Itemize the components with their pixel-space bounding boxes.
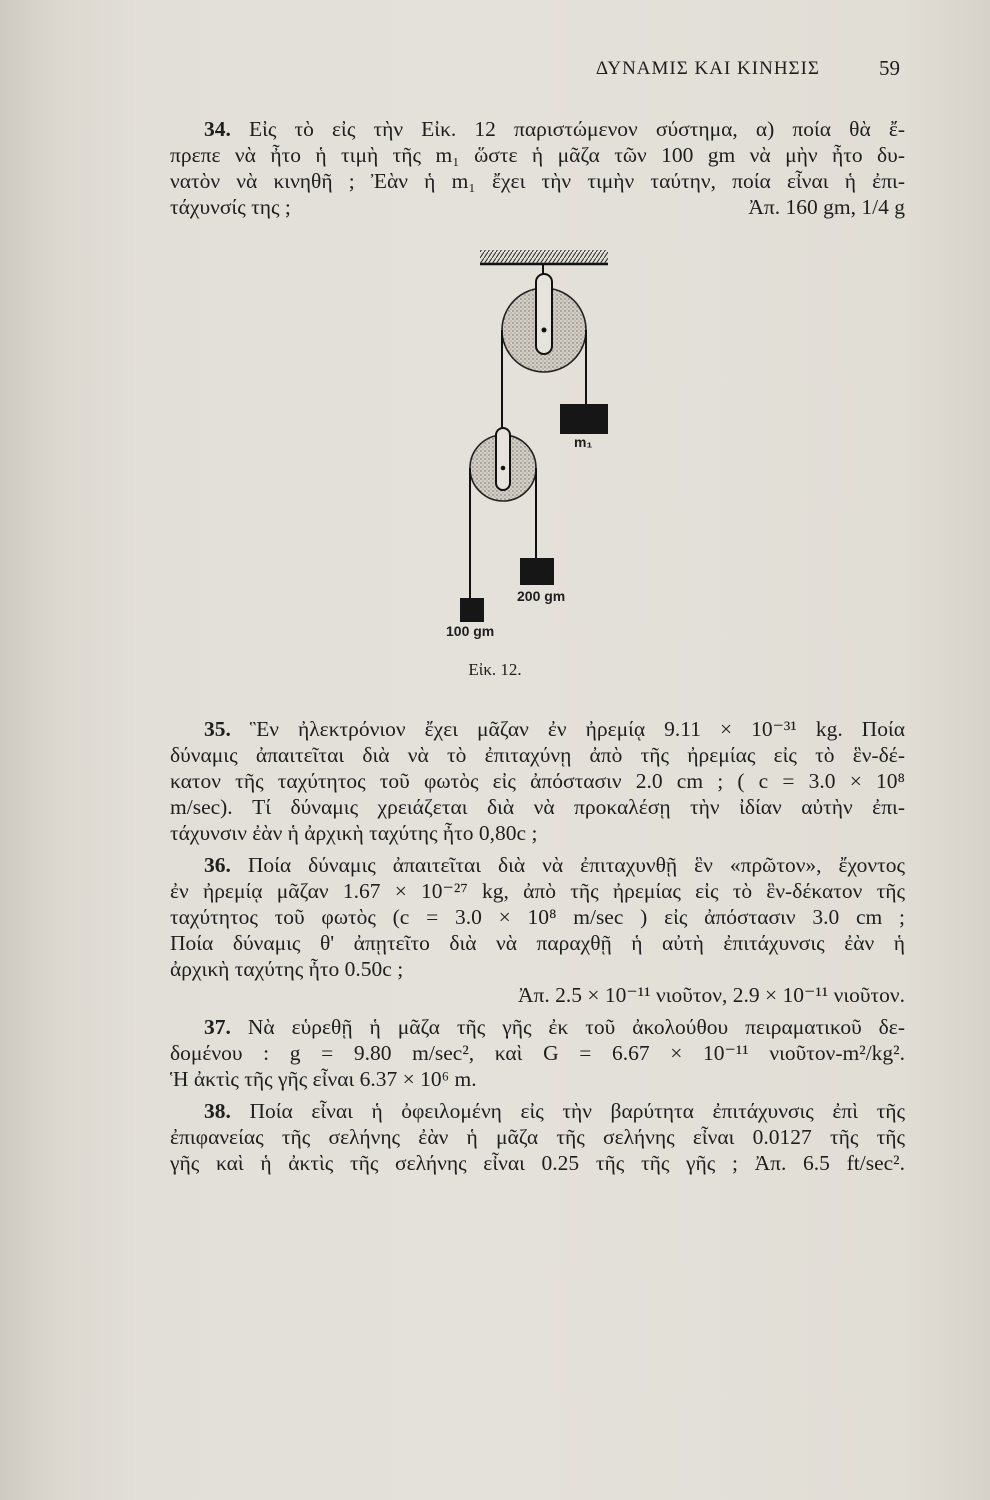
lower-pulley-bracket xyxy=(496,428,510,490)
problem-35-number: 35. xyxy=(204,717,231,741)
page-number: 59 xyxy=(879,56,900,80)
problem-36-number: 36. xyxy=(204,853,231,877)
page-header xyxy=(170,58,900,88)
problem-36-line-1: 36. Ποία δύναμις ἀπαιτεῖται διὰ νὰ ἐπιταχυνθῇ ἓν «πρῶτον», ἔχοντος xyxy=(204,853,906,877)
problem-35-line-4: m/sec). Τί δύναμις χρειάζεται διὰ νὰ προκαλέσῃ τὴν ἰδίαν αὐτὴν ἐπι- xyxy=(170,795,905,819)
figure-12-pulley-system xyxy=(440,246,630,646)
upper-axle xyxy=(542,328,547,333)
problem-35-line-3: κατον τῆς ταχύτητος τοῦ φωτὸς εἰς ἀπόστασιν 2.0 cm ; ( c = 3.0 × 10⁸ xyxy=(170,769,905,793)
problem-34-line-1: 34. Εἰς τὸ εἰς τὴν Εἰκ. 12 παριστώμενον σύστημα, α) ποία θὰ ἔ- xyxy=(204,117,906,141)
problem-36-line-2: ἐν ἠρεμίᾳ μᾶζαν 1.67 × 10⁻²⁷ kg, ἀπὸ τῆς ἠρεμίας εἰς τὸ ἓν-δέκατον τῆς xyxy=(170,879,905,903)
problem-38-line-3: γῆς καὶ ἡ ἀκτὶς τῆς σελήνης εἶναι 0.25 τῆς τῆς γῆς ; Ἀπ. 6.5 ft/sec². xyxy=(170,1151,905,1175)
problem-36-line-3: ταχύτητος τοῦ φωτὸς (c = 3.0 × 10⁸ m/sec ) εἰς ἀπόστασιν 3.0 cm ; xyxy=(170,905,905,929)
problem-34-line-4: τάχυνσίς της ; Ἀπ. 160 gm, 1/4 g xyxy=(170,195,905,219)
problem-35 xyxy=(170,716,905,846)
problem-35-line-5: τάχυνσιν ἐὰν ἡ ἀρχικὴ ταχύτης ἦτο 0,80c ; xyxy=(170,821,538,845)
problem-34-line-3: νατὸν νὰ κινηθῆ ; Ἐὰν ἡ m₁ ἔχει τὴν τιμὴν ταύτην, ποία εἶναι ἡ ἐπι- xyxy=(170,169,905,193)
problem-34-answer: Ἀπ. 160 gm, 1/4 g xyxy=(748,195,905,219)
problem-37-line-3: Ἡ ἀκτὶς τῆς γῆς εἶναι 6.37 × 10⁶ m. xyxy=(170,1067,477,1091)
problem-36-line-4: Ποία δύναμις θ' ἀπῃτεῖτο διὰ νὰ παραχθῇ ἡ αὐτὴ ἐπιτάχυνσις ἐὰν ἡ xyxy=(170,931,905,955)
label-200gm: 200 gm xyxy=(517,588,566,604)
figure-caption: Εἰκ. 12. xyxy=(468,660,522,679)
upper-pulley-bracket xyxy=(536,274,552,354)
problem-37 xyxy=(170,1014,905,1092)
mass-100gm-block xyxy=(460,598,484,622)
label-100gm: 100 gm xyxy=(446,623,495,639)
problem-35-line-2: δύναμις ἀπαιτεῖται διὰ νὰ τὸ ἐπιταχύνῃ ἀπὸ τῆς ἠρεμίας εἰς τὸ ἓν-δέ- xyxy=(170,743,905,767)
problem-36-answer: Ἀπ. 2.5 × 10⁻¹¹ νιοῦτον, 2.9 × 10⁻¹¹ νιοῦτον. xyxy=(517,983,905,1007)
problem-38-line-1: 38. Ποία εἶναι ἡ ὀφειλομένη εἰς τὴν βαρύτητα ἐπιτάχυνσις ἐπὶ τῆς xyxy=(204,1099,905,1123)
label-m1: m₁ xyxy=(574,434,593,450)
problem-37-line-2: δομένου : g = 9.80 m/sec², καὶ G = 6.67 × 10⁻¹¹ νιοῦτον-m²/kg². xyxy=(170,1041,905,1065)
mass-m1-block xyxy=(560,404,608,434)
ceiling-hatch xyxy=(480,250,608,264)
problem-35-line-1: 35. Ἓν ἠλεκτρόνιον ἔχει μᾶζαν ἐν ἠρεμίᾳ 9.11 × 10⁻³¹ kg. Ποία xyxy=(204,717,905,741)
problem-38-line-2: ἐπιφανείας τῆς σελήνης ἐὰν ἡ μᾶζα τῆς σελήνης εἶναι 0.0127 τῆς τῆς xyxy=(170,1125,905,1149)
mass-200gm-block xyxy=(520,558,554,585)
problem-36-line-5: ἀρχικὴ ταχύτης ἦτο 0.50c ; xyxy=(170,957,404,981)
pulley-diagram xyxy=(440,246,630,646)
problem-38 xyxy=(170,1098,905,1176)
problem-38-number: 38. xyxy=(204,1099,231,1123)
problem-34-number: 34. xyxy=(204,117,231,141)
running-title: ΔΥΝΑΜΙΣ ΚΑΙ ΚΙΝΗΣΙΣ xyxy=(595,58,820,79)
problem-34 xyxy=(170,116,905,220)
problem-37-number: 37. xyxy=(204,1015,231,1039)
problem-36 xyxy=(170,852,905,1008)
problem-34-line-2: πρεπε νὰ ἦτο ἡ τιμὴ τῆς m₁ ὥστε ἡ μᾶζα τῶν 100 gm νὰ μὴν ἦτο δυ- xyxy=(170,143,905,167)
problem-37-line-1: 37. Νὰ εὑρεθῇ ἡ μᾶζα τῆς γῆς ἐκ τοῦ ἀκολούθου πειραματικοῦ δε- xyxy=(204,1015,905,1039)
lower-axle xyxy=(501,466,506,471)
